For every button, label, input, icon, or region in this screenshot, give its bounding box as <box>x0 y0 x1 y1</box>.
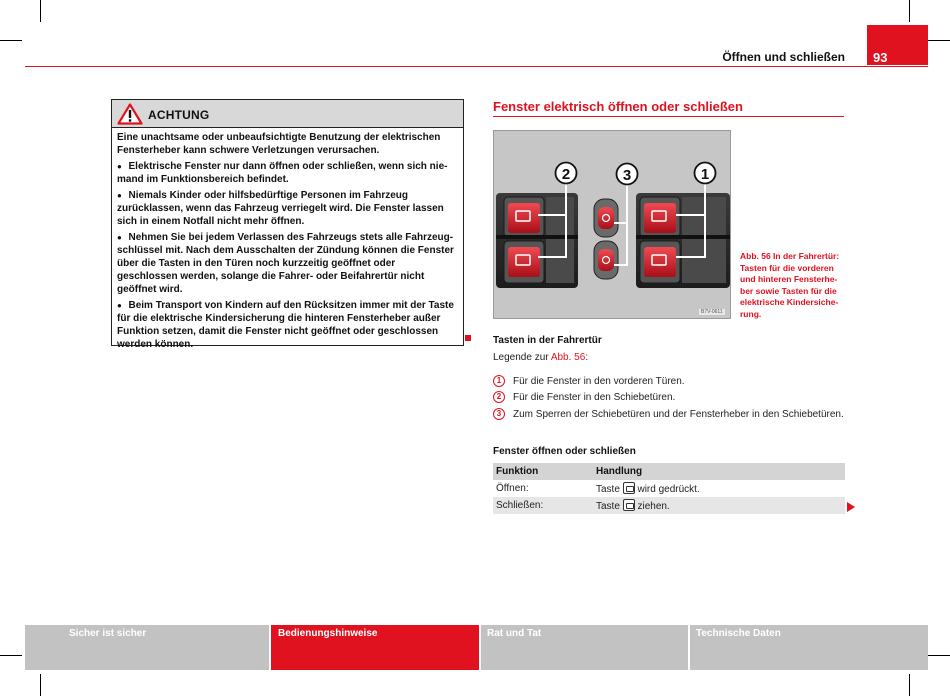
footer-tab-bedienungshinweise[interactable] <box>271 625 479 670</box>
callout-1: 1 <box>700 166 710 183</box>
warning-bullet <box>117 189 458 228</box>
warning-bullet-text: Niemals Kinder oder hilfsbedürftige Personen im Fahrzeug zurücklassen, wenn das Fahrzeug verriegelt wird. Die Fenster lassen sich in einem Notfall nicht mehr öffnen. <box>117 190 444 227</box>
crop-mark <box>0 655 22 656</box>
table-cell-text: ziehen. <box>637 501 670 512</box>
footer-tab-label: Rat und Tat <box>487 628 542 639</box>
table-cell <box>593 497 845 514</box>
continue-arrow-icon <box>847 502 855 512</box>
section-title: Fenster elektrisch öffnen oder schließen <box>493 99 743 114</box>
legend-item-text: Zum Sperren der Schiebetüren und der Fensterheber in den Schiebetüren. <box>513 409 844 420</box>
table-header-cell: Funktion <box>493 463 593 480</box>
table-cell-text: wird gedrückt. <box>637 484 700 495</box>
table-heading: Fenster öffnen oder schließen <box>493 446 636 457</box>
warning-intro: Eine unachtsame oder unbeaufsichtigte Benutzung der elektrischen Fensterheber kann schwere Verletzungen verursachen. <box>117 132 441 156</box>
window-switch-illustration <box>494 131 731 319</box>
footer-tab-label: Technische Daten <box>696 628 781 639</box>
crop-mark <box>909 0 910 22</box>
warning-bullet <box>117 299 458 351</box>
warning-bullet-text: Beim Transport von Kindern auf den Rücksitzen immer mit der Taste für die elektrische Kindersicherung die hinteren Fensterheber außer Funktion setzen, damit die Fenster nicht geöffnet oder geschlossen werden können. <box>117 300 454 350</box>
figure-tag: B7V-0611 <box>701 309 723 315</box>
table-cell-text: Taste <box>596 484 620 495</box>
table-row <box>493 480 845 497</box>
legend-number: 3 <box>493 408 505 420</box>
table-cell <box>593 480 845 497</box>
page-number: 93 <box>873 50 888 65</box>
window-switch-icon <box>623 499 635 511</box>
crop-mark <box>928 40 950 41</box>
footer-tab-label: Sicher ist sicher <box>69 628 147 639</box>
crop-mark <box>40 674 41 696</box>
callout-3: 3 <box>622 167 632 184</box>
warning-triangle-icon <box>117 103 143 125</box>
legend-heading: Tasten in der Fahrertür <box>493 335 602 346</box>
crop-mark <box>40 0 41 22</box>
crop-mark <box>928 655 950 656</box>
warning-bullet <box>117 231 458 296</box>
legend-number: 2 <box>493 391 505 403</box>
section-rule <box>493 116 844 117</box>
callout-2: 2 <box>561 166 571 183</box>
legend-prefix: Legende zur <box>493 352 551 363</box>
crop-mark <box>909 674 910 696</box>
footer-tab-technische-daten[interactable] <box>690 625 928 670</box>
legend-number: 1 <box>493 375 505 387</box>
warning-bullet-text: Elektrische Fenster nur dann öffnen oder schließen, wenn sich niemand im Funktionsbereich befindet. <box>117 161 448 185</box>
table-header-row <box>493 463 845 480</box>
end-marker <box>465 335 471 341</box>
warning-bullet <box>117 160 458 186</box>
function-table <box>493 463 845 514</box>
window-switch-icon <box>623 482 635 494</box>
header-rule <box>25 66 928 67</box>
crop-mark <box>0 40 22 41</box>
warning-box <box>111 99 464 350</box>
warning-body <box>112 128 463 351</box>
figure-window-switches <box>493 130 731 319</box>
footer-tab-rat-und-tat[interactable] <box>481 625 688 670</box>
table-row <box>493 497 845 514</box>
footer-tab-label: Bedienungshinweise <box>278 628 378 639</box>
legend-item-text: Für die Fenster in den vorderen Türen. <box>513 376 685 387</box>
footer-tab-sicher[interactable] <box>25 625 269 670</box>
legend-item <box>493 375 845 388</box>
legend-item <box>493 408 845 421</box>
table-cell-text: Taste <box>596 501 620 512</box>
legend-item <box>493 391 845 404</box>
table-cell: Schließen: <box>493 497 593 514</box>
figure-link[interactable]: Abb. 56 <box>550 352 586 363</box>
running-header-title: Öffnen und schließen <box>722 50 845 64</box>
table-cell: Öffnen: <box>496 483 529 494</box>
figure-caption: Abb. 56 In der Fahrertür: Tasten für die vorderen und hinteren Fensterheber sowie Tasten für die elektrische Kindersicherung. <box>740 251 840 319</box>
legend-item-text: Für die Fenster in den Schiebetüren. <box>513 392 676 403</box>
warning-header <box>112 100 463 128</box>
table-header-cell: Handlung <box>593 463 845 480</box>
legend-reference <box>493 352 588 363</box>
warning-bullet-text: Nehmen Sie bei jedem Verlassen des Fahrzeugs stets alle Fahrzeugschlüssel mit. Nach dem Ausschalten der Zündung können die Fenster über die Tasten in den Türen noch kurzzeitig geöffnet oder geschlossen werden, solange die Fahrer- oder Beifahrertür nicht geöffnet wird. <box>117 232 454 295</box>
legend-suffix: : <box>585 352 589 363</box>
warning-title: ACHTUNG <box>148 108 210 122</box>
